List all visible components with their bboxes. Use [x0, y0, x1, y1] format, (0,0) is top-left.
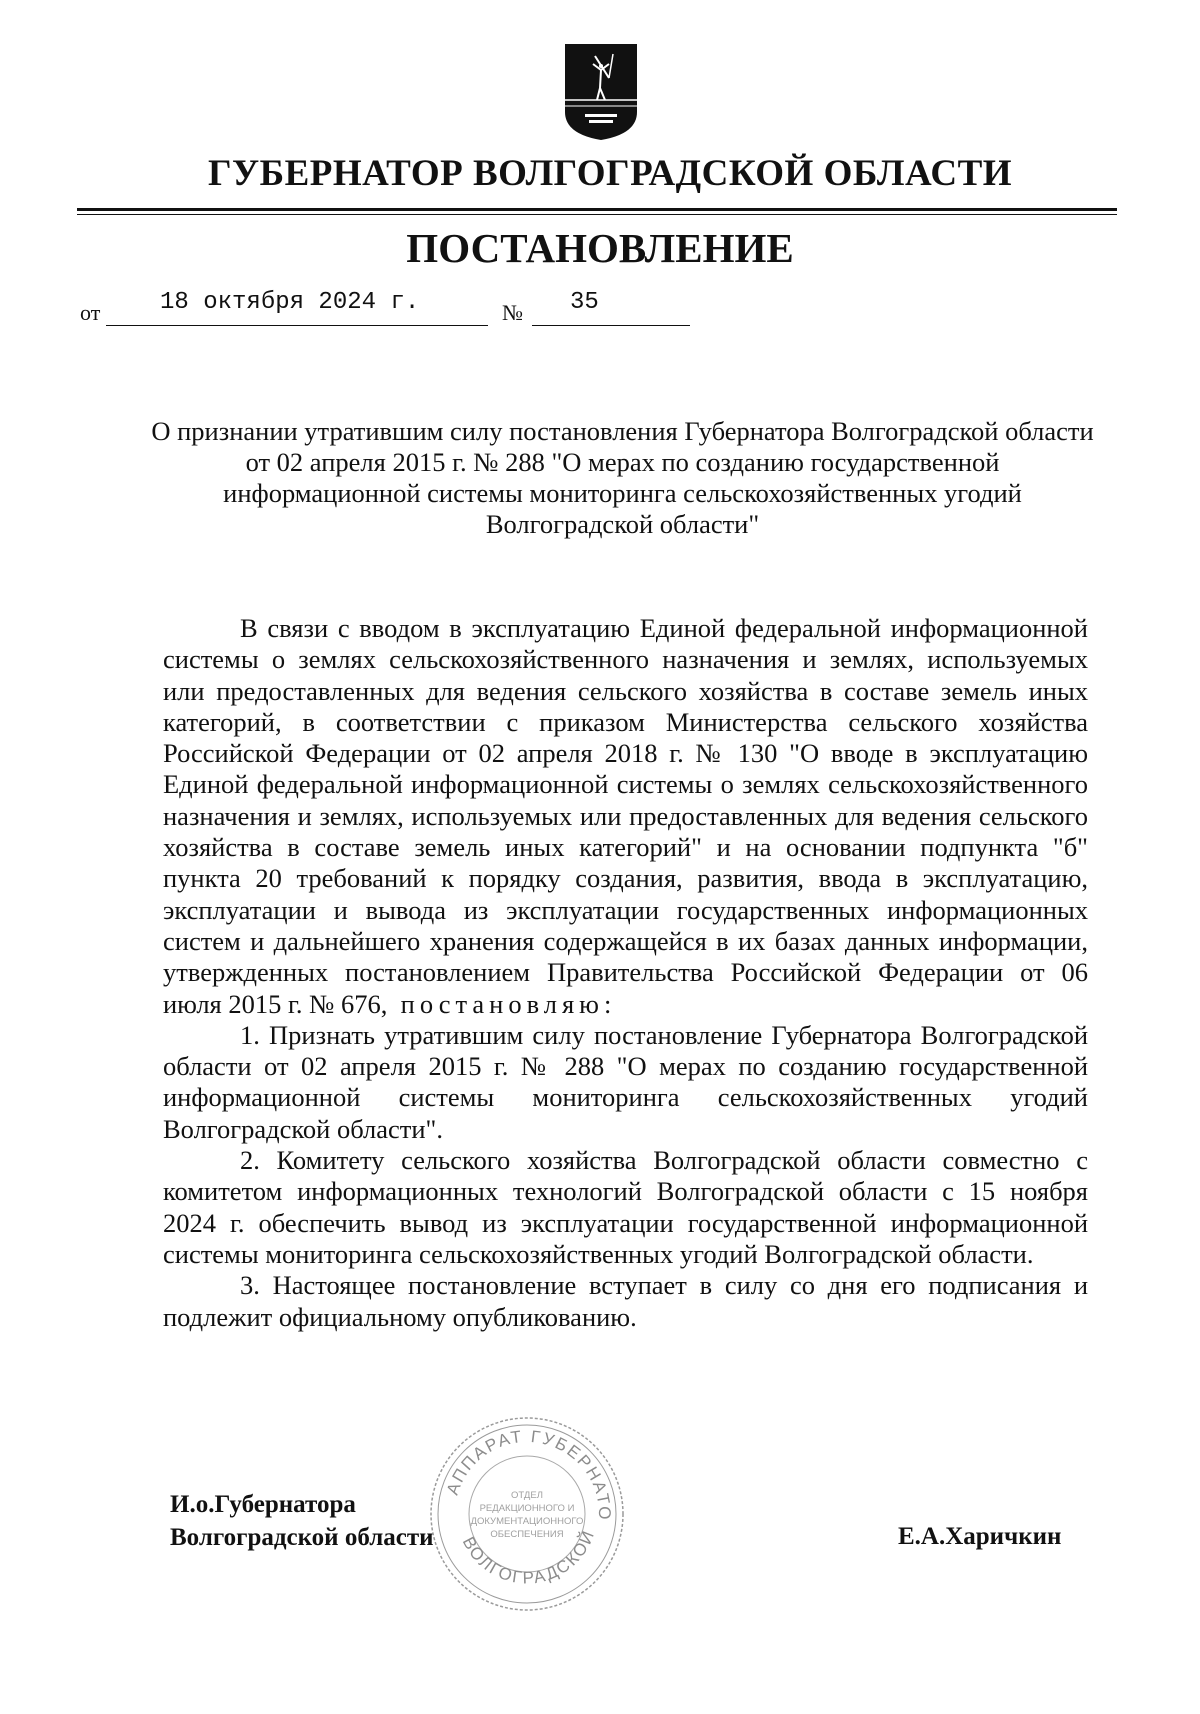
date-field — [106, 291, 488, 326]
document-body — [163, 613, 1088, 1333]
signer-title-line-2: Волгоградской области — [170, 1524, 434, 1551]
svg-text:ОБЕСПЕЧЕНИЯ: ОБЕСПЕЧЕНИЯ — [490, 1529, 564, 1540]
number-prefix: № — [502, 300, 523, 325]
official-seal-stamp — [425, 1412, 630, 1617]
preamble-paragraph — [163, 613, 1088, 1020]
item-2: 2. Комитету сельского хозяйства Волгоградской области совместно с комитетом информационных технологий Волгоградской области с 15 ноября 2024 г. обеспечить вывод из эксплуатации государственной информационной системы мониторинга сельскохозяйственных угодий Волгоградской области. — [163, 1145, 1088, 1269]
date-number-row — [80, 289, 700, 332]
date-value: 18 октября 2024 г. — [160, 289, 420, 316]
item-3: 3. Настоящее постановление вступает в силу со дня его подписания и подлежит официальному опубликованию. — [163, 1270, 1088, 1332]
signer-title — [170, 1488, 434, 1554]
issuing-authority: ГУБЕРНАТОР ВОЛГОГРАДСКОЙ ОБЛАСТИ — [207, 153, 1013, 194]
svg-text:ВОЛГОГРАДСКОЙ ОБЛАСТИ: ВОЛГОГРАДСКОЙ — [458, 1526, 599, 1588]
date-prefix: от — [80, 300, 101, 325]
header-rule — [77, 208, 1117, 211]
preamble-text: В связи с вводом в эксплуатацию Единой федеральной информационной системы о землях сельскохозяйственного назначения и землях, используемых или предоставленных для ведения сельского хозяйства в составе земель иных категорий, в соответствии с приказом Министерства сельского хозяйства Российской Федерации от 02 апреля 2018 г. № 130 "О вводе в эксплуатацию Единой федеральной информационной системы о землях сельскохозяйственного назначения и землях, используемых или предоставленных для ведения сельского хозяйства в составе земель иных категорий" и на основании подпункта "б" пункта 20 требований к порядку создания, развития, ввода в эксплуатацию, эксплуатации и вывода из эксплуатации государственных информационных систем и дальнейшего хранения содержащейся в их базах данных информации, утвержденных постановлением Правительства Российской Федерации от 06 июля 2015 г. № 676, — [163, 613, 1088, 1019]
header-rule-thin — [77, 214, 1117, 215]
coat-of-arms-icon — [563, 42, 639, 142]
number-value: 35 — [570, 289, 599, 316]
number-field — [532, 291, 690, 326]
decree-word: постановляю: — [400, 988, 617, 1019]
document-type: ПОСТАНОВЛЕНИЕ — [406, 225, 794, 271]
signer-name: Е.А.Харичкин — [898, 1523, 1062, 1550]
svg-text:РЕДАКЦИОННОГО И: РЕДАКЦИОННОГО И — [479, 1503, 575, 1514]
document-subject: О признании утратившим силу постановления Губернатора Волгоградской области от 02 апреля 2015 г. № 288 "О мерах по созданию государственной информационной системы мониторинга сельскохозяйственных угодий Волгоградской области" — [151, 416, 1094, 539]
signer-title-line-1: И.о.Губернатора — [170, 1491, 356, 1518]
svg-text:ДОКУМЕНТАЦИОННОГО: ДОКУМЕНТАЦИОННОГО — [470, 1516, 584, 1527]
item-1: 1. Признать утратившим силу постановление Губернатора Волгоградской области от 02 апреля 2015 г. № 288 "О мерах по созданию государственной информационной системы мониторинга сельскохозяйственных угодий Волгоградской области". — [163, 1019, 1088, 1144]
svg-text:ОТДЕЛ: ОТДЕЛ — [511, 1490, 543, 1501]
svg-text:АППАРАТ ГУБЕРНАТОРА: АППАРАТ ГУБЕРНАТО — [442, 1426, 615, 1522]
